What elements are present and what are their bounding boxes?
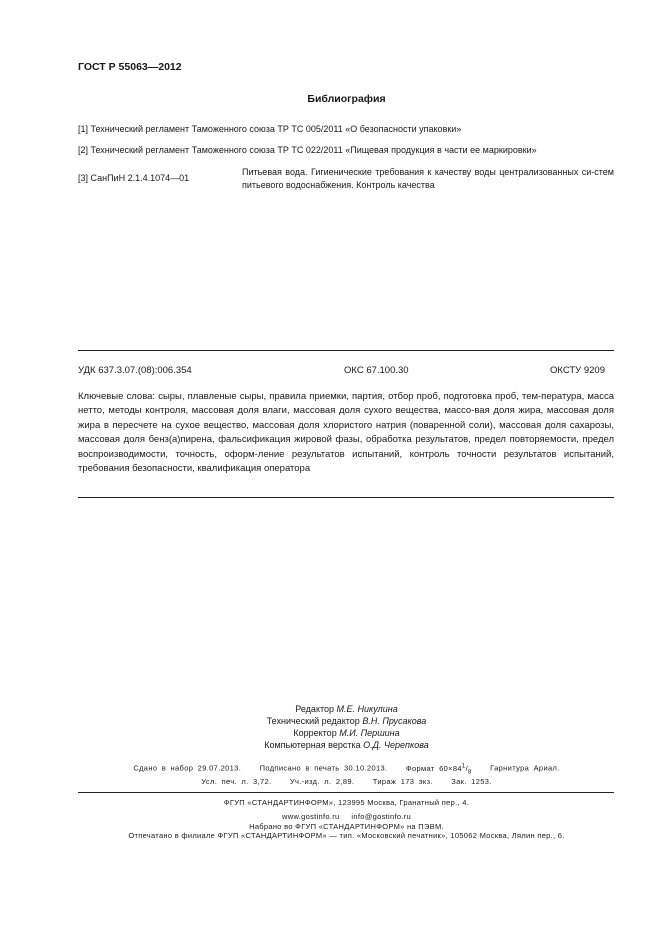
imprint-submitted: Сдано в набор 29.07.2013.	[133, 763, 242, 773]
imprint-line-2	[0, 777, 661, 786]
divider-middle	[78, 497, 614, 498]
oks-code: ОКС 67.100.30	[344, 365, 409, 376]
typesetting-note: Набрано во ФГУП «СТАНДАРТИНФОРМ» на ПЭВМ.	[249, 822, 444, 831]
imprint-print-sheets: Усл. печ. л. 3,72.	[201, 777, 272, 786]
imprint-format: Формат $60\times 84^1/_8$	[405, 763, 472, 775]
imprint-line-1	[0, 763, 661, 775]
credit-corrector-name: М.И. Першина	[339, 728, 400, 738]
divider-top	[78, 350, 614, 351]
credit-tech-editor-name: В.Н. Прусакова	[362, 716, 427, 726]
credit-editor-role: Редактор	[295, 704, 335, 714]
credit-editor-name: М.Е. Никулина	[336, 704, 398, 714]
credit-corrector-role: Корректор	[293, 728, 337, 738]
bibliography-item-1: [1] Технический регламент Таможенного союза ТР ТС 005/2011 «О безопасности упаковки»	[78, 124, 462, 134]
bibliography-item-3-number: [3] СанПиН 2.1.4.1074—01	[78, 173, 190, 183]
publisher-website: www.gostinfo.ru	[282, 812, 340, 821]
imprint-pub-sheets: Уч.-изд. л. 2,89.	[289, 777, 355, 786]
udk-code: УДК 637.3.07.(08):006.354	[78, 365, 192, 376]
imprint-copies: Тираж 173 экз.	[372, 777, 433, 786]
credit-layout-role: Компьютерная верстка	[264, 740, 361, 750]
credit-tech-editor	[0, 715, 661, 727]
publisher-address: ФГУП «СТАНДАРТИНФОРМ», 123995 Москва, Гранатный пер., 4.	[223, 798, 470, 807]
imprint-typeface: Гарнитура Ариал.	[490, 763, 560, 773]
printing-note: Отпечатано в филиале ФГУП «СТАНДАРТИНФОРМ» — тип. «Московский печатник», 105062 Москва, Лялин пер., 6.	[128, 831, 565, 840]
credit-tech-editor-role: Технический редактор	[266, 716, 360, 726]
imprint-signed: Подписано в печать 30.10.2013.	[259, 763, 388, 773]
okstu-code: ОКСТУ 9209	[550, 365, 605, 376]
bibliography-item-3-text: Питьевая вода. Гигиенические требования к качеству воды централизованных си-стем питьевого водоснабжения. Контроль качества	[242, 167, 614, 190]
credit-corrector	[0, 727, 661, 739]
credit-layout-name: О.Д. Черепкова	[363, 740, 429, 750]
publisher-email: info@gostinfo.ru	[351, 812, 411, 821]
credit-layout	[0, 739, 661, 751]
publisher-contacts	[0, 812, 661, 821]
bibliography-title: Библиография	[307, 93, 386, 105]
divider-bottom	[78, 792, 614, 793]
bibliography-item-2: [2] Технический регламент Таможенного союза ТР ТС 022/2011 «Пищевая продукция в части ее маркировки»	[78, 145, 537, 155]
credit-editor	[0, 703, 661, 715]
keywords-paragraph: Ключевые слова: сыры, плавленые сыры, правила приемки, партия, отбор проб, подготовка проб, тем-пература, масса нетто, методы контроля, массовая доля влаги, массовая доля сухого вещества, массо-вая доля жира, массовая доля жира в пересчете на сухое вещество, массовая доля хлористого натрия (поваренной соли), массовая доля сахарозы, массовая доля бенз(а)пирена, фальсификация жировой фазы, обработка результатов, предел повторяемости, предел воспроизводимости, точность, оформ-ление результатов испытаний, контроль точности результатов испытаний, требования безопасности, квалификация оператора	[78, 391, 614, 475]
document-code: ГОСТ Р 55063—2012	[78, 61, 182, 73]
imprint-order: Зак. 1253.	[451, 777, 492, 786]
